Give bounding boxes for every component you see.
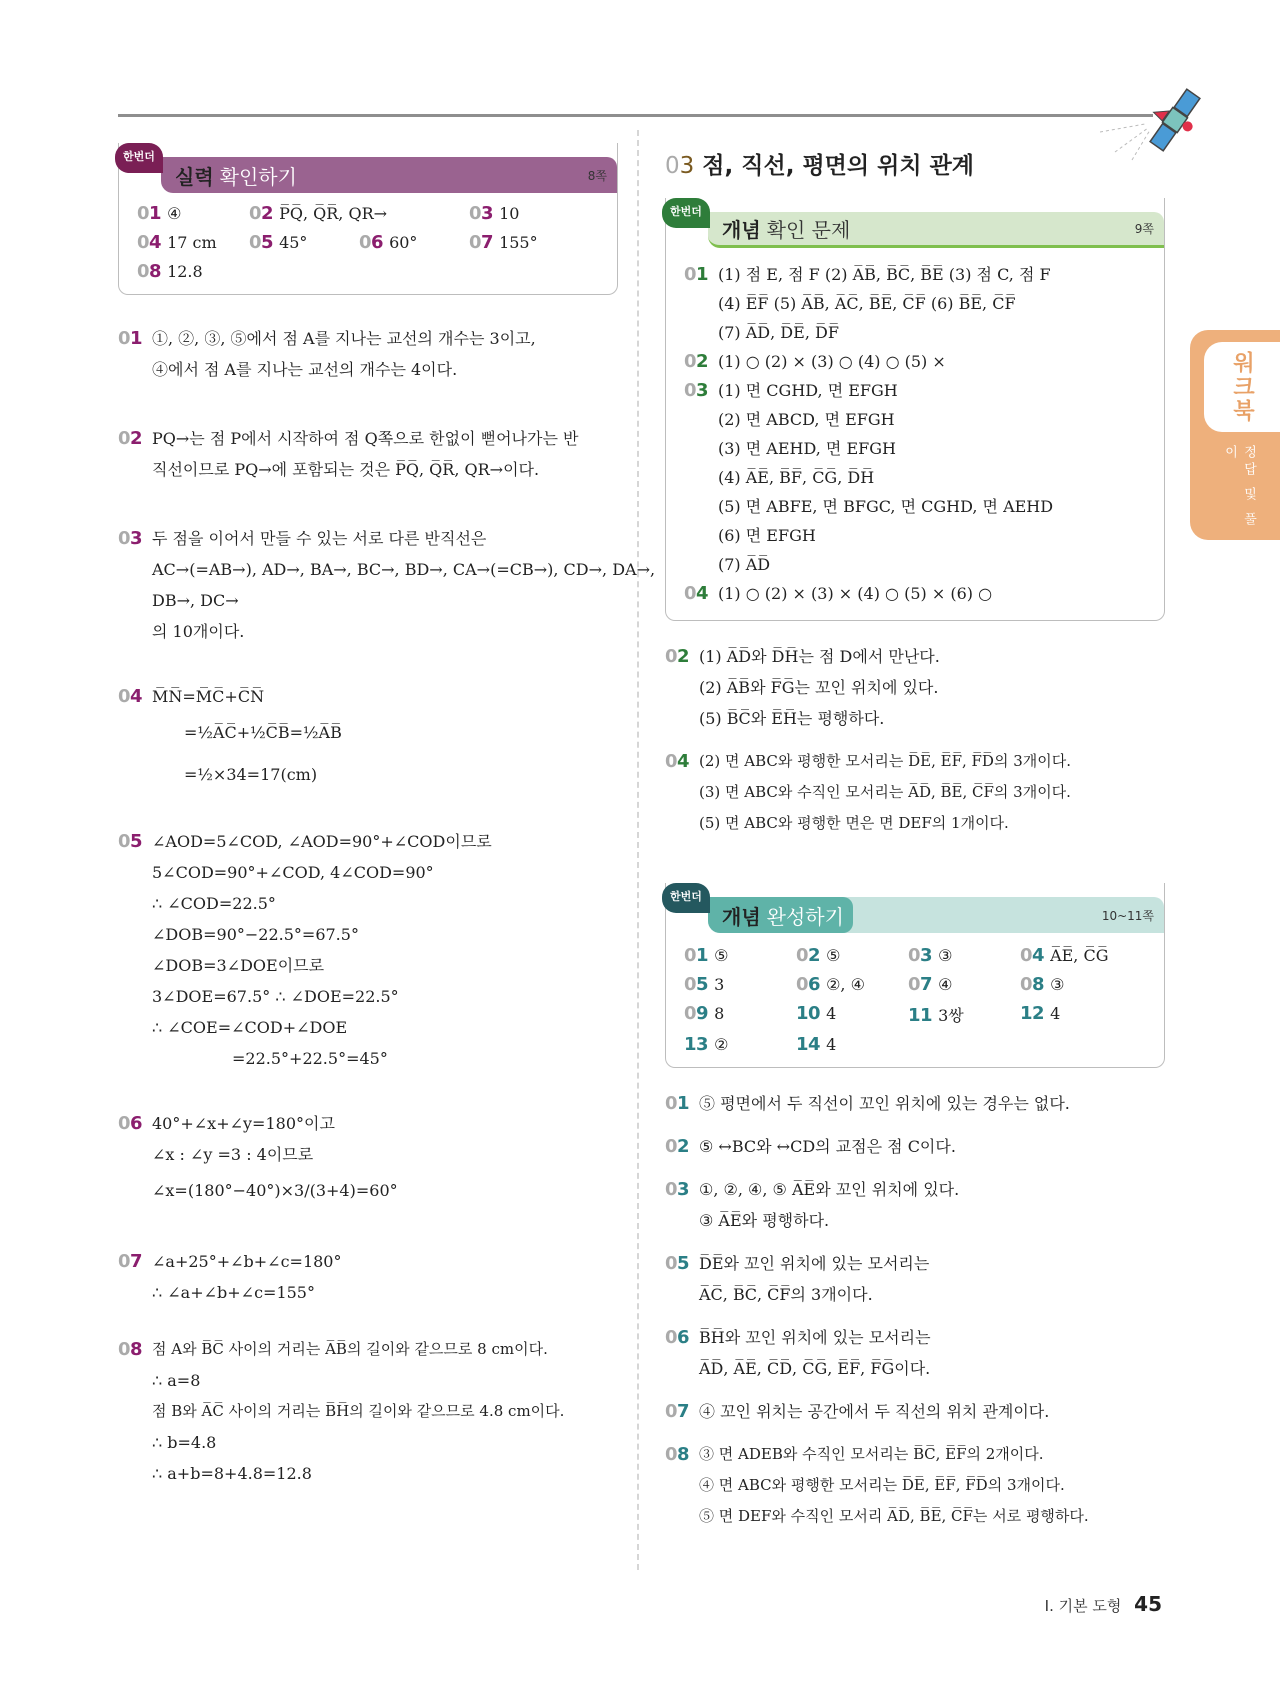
solution-item: 05 ∠AOD=5∠COD, ∠AOD=90°+∠COD이므로 5∠COD=90°+∠COD, 4∠COD=90° ∴ ∠COD=22.5° ∠DOB=90°−22.5°=67.5° ∠DOB=3∠DOE이므로 3∠DOE=67.5° ∴ ∠DOE=22.5° ∴ ∠COE=∠COD+∠DOE =22.5°+22.5°=45° [118,831,492,1068]
solution-item: 06 40°+∠x+∠y=180°이고 ∠x : ∠y =3 : 4이므로 ∠x=(180°−40°)×3/(3+4)=60° [118,1113,398,1200]
answer-item: 02 (1) ○ (2) × (3) ○ (4) ○ (5) × [684,351,946,372]
answer-item: 04 17 cm [137,232,217,253]
chapter-label: Ⅰ. 기본 도형 [1044,1597,1122,1615]
solution-item: 04 M̅N̅=M̅C̅+C̅N̅ =½A̅C̅+½C̅B̅=½A̅B̅ =½×34=17(cm) [118,686,342,784]
page-reference: 9쪽 [1134,222,1154,236]
solution-item: 01 ⑤ 평면에서 두 직선이 꼬인 위치에 있는 경우는 없다. [665,1093,1070,1114]
answer-item: 09 8 [684,1003,725,1024]
answer-item: 05 45° [249,232,308,253]
page-reference: 8쪽 [587,168,607,183]
concept-complete-box [665,883,1165,1068]
page-number: 45 [1134,1592,1162,1616]
answer-item: 02 P̅Q̅, Q̅R̅, QR→ [249,203,388,224]
answer-item: 13 ② [684,1034,729,1055]
answer-item: 01 (1) 점 E, 점 F (2) A̅B̅, B̅C̅, B̅E̅ (3) 점 C, 점 F (4) E̅F̅ (5) A̅B̅, A̅C̅, B̅E̅, C̅F̅ (6) B̅E̅, C̅F̅ (7) A̅D̅, D̅E̅, D̅F̅ [684,264,1051,342]
skill-check-box [118,143,618,295]
answer-item: 08 12.8 [137,261,203,282]
concept-check-box [665,198,1165,621]
answer-item: 08 ③ [1020,974,1065,995]
answer-item: 01 ④ [137,203,182,224]
answer-item: 06 ②, ④ [796,974,865,995]
section-title: 03 점, 직선, 평면의 위치 관계 [665,153,974,179]
solution-item: 07 ④ 꼬인 위치는 공간에서 두 직선의 위치 관계이다. [665,1401,1050,1422]
side-tab-workbook[interactable] [1190,330,1280,540]
solution-item: 06 B̅H̅와 꼬인 위치에 있는 모서리는 A̅D̅, A̅E̅, C̅D̅, C̅G̅, E̅F̅, F̅G̅이다. [665,1327,931,1378]
answer-item: 07 155° [469,232,538,253]
answer-item: 10 4 [796,1003,837,1024]
skill-check-header: 실력 확인하기 8쪽 [161,157,617,193]
answer-item: 02 ⑤ [796,945,841,966]
concept-complete-answers [666,927,1164,1067]
concept-check-header: 개념 확인 문제 9쪽 [708,212,1164,248]
page-footer [1045,1592,1162,1616]
answer-item: 03 (1) 면 CGHD, 면 EFGH (2) 면 ABCD, 면 EFGH (3) 면 AEHD, 면 EFGH (4) A̅E̅, B̅F̅, C̅G̅, D̅H̅ (5) 면 ABFE, 면 BFGC, 면 CGHD, 면 AEHD (6) 면 EFGH (7) A̅D̅ [684,380,1054,574]
page-reference: 10~11쪽 [1101,908,1154,923]
concept-complete-header: 개념 완성하기 10~11쪽 [708,897,1164,933]
top-rule [118,114,1153,117]
answer-item: 05 3 [684,974,725,995]
badge-hanbeonde: 한번더 [662,883,710,913]
column-divider [637,130,639,1570]
solution-item: 08 점 A와 B̅C̅ 사이의 거리는 A̅B̅의 길이와 같으므로 8 cm이다. ∴ a=8 점 B와 A̅C̅ 사이의 거리는 B̅H̅의 길이와 같으므로 4.8 cm이다. ∴ b=4.8 ∴ a+b=8+4.8=12.8 [118,1339,565,1483]
solution-item: 01 ①, ②, ③, ⑤에서 점 A를 지나는 교선의 개수는 3이고, ④에서 점 A를 지나는 교선의 개수는 4이다. [118,328,536,379]
answer-item: 07 ④ [908,974,953,995]
answer-item: 04 A̅E̅, C̅G̅ [1020,945,1109,966]
solution-item: 02 PQ→는 점 P에서 시작하여 점 Q쪽으로 한없이 뻗어나가는 반 직선이므로 PQ→에 포함되는 것은 P̅Q̅, Q̅R̅, QR→이다. [118,428,579,479]
badge-hanbeonde: 한번더 [662,198,710,228]
badge-hanbeonde: 한번더 [115,143,163,173]
right-column [665,143,1165,1544]
solution-item: 05 D̅E̅와 꼬인 위치에 있는 모서리는 A̅C̅, B̅C̅, C̅F̅의 3개이다. [665,1253,930,1304]
solution-item: 02 (1) A̅D̅와 D̅H̅는 점 D에서 만난다. (2) A̅B̅와 F̅G̅는 꼬인 위치에 있다. (5) B̅C̅와 E̅H̅는 평행하다. [665,646,940,728]
solution-item: 04 (2) 면 ABC와 평행한 모서리는 D̅E̅, E̅F̅, F̅D̅의 3개이다. (3) 면 ABC와 수직인 모서리는 A̅D̅, B̅E̅, C̅F̅의 3개이다. (5) 면 ABC와 평행한 면은 면 DEF의 1개이다. [665,751,1071,832]
answer-item: 04 (1) ○ (2) × (3) × (4) ○ (5) × (6) ○ [684,583,993,604]
concept-complete-solutions [665,1088,1165,1532]
solution-item: 02 ⑤ ↔BC와 ↔CD의 교점은 점 C이다. [665,1136,956,1157]
side-tab-subtitle: 정답 및 풀이 [1222,445,1256,530]
answer-item: 01 ⑤ [684,945,729,966]
answer-item: 06 60° [359,232,418,253]
skill-check-solutions [118,323,656,1489]
answer-item: 11 3쌍 [908,1005,964,1026]
skill-check-answers [119,187,617,294]
answer-item: 03 10 [469,203,520,224]
concept-check-solutions [665,641,1165,839]
solution-item: 03 두 점을 이어서 만들 수 있는 서로 다른 반직선은 AC→(=AB→), AD→, BA→, BC→, BD→, CA→(=CB→), CD→, DA→, DB→, DC→ 의 10개이다. [118,528,656,641]
answer-item: 12 4 [1020,1003,1061,1024]
answer-item: 14 4 [796,1034,837,1055]
solution-item: 07 ∠a+25°+∠b+∠c=180° ∴ ∠a+∠b+∠c=155° [118,1251,342,1302]
concept-check-answers [666,242,1164,620]
side-tab-title: 워크북 [1229,351,1255,423]
left-column [118,143,656,1515]
answer-item: 03 ③ [908,945,953,966]
solution-item: 03 ①, ②, ④, ⑤ A̅E̅와 꼬인 위치에 있다. ③ A̅E̅와 평행하다. [665,1179,960,1230]
solution-item: 08 ③ 면 ADEB와 수직인 모서리는 B̅C̅, E̅F̅의 2개이다. ④ 면 ABC와 평행한 모서리는 D̅E̅, E̅F̅, F̅D̅의 3개이다. ⑤ 면 DEF와 수직인 모서리 A̅D̅, B̅E̅, C̅F̅는 서로 평행하다. [665,1444,1089,1525]
